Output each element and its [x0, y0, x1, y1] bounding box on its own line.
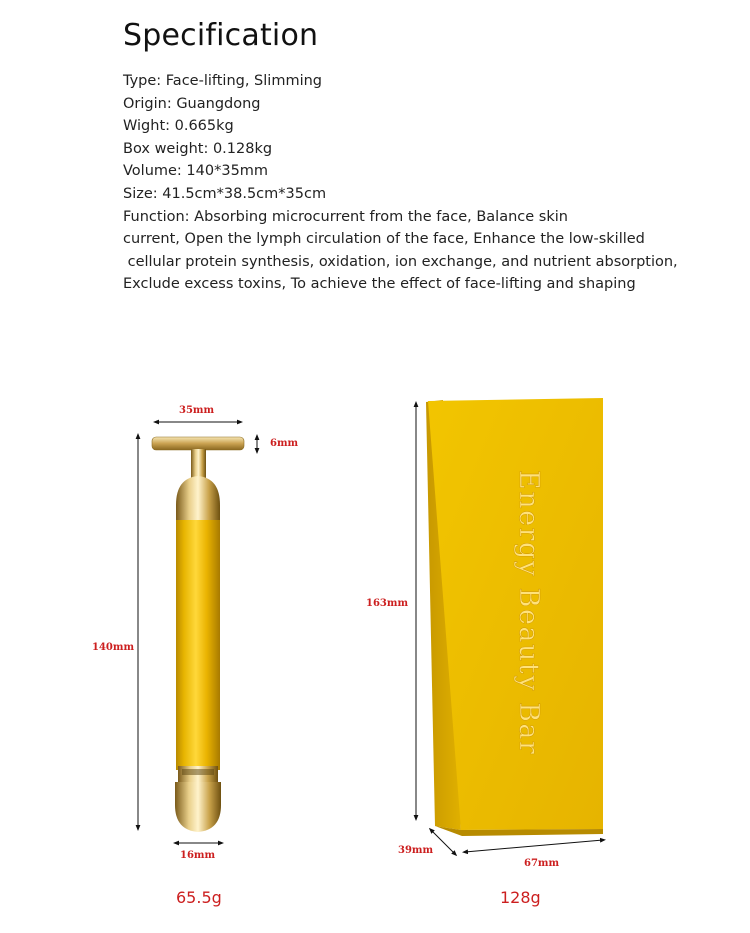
- bar-top-cap: [176, 476, 220, 522]
- spec-box-weight: Box weight: 0.128kg: [123, 140, 273, 157]
- bar-base-label: 16mm: [180, 850, 216, 861]
- page-title: Specification: [123, 18, 319, 53]
- spec-function-4: Exclude excess toxins, To achieve the effect of face-lifting and shaping: [123, 276, 636, 293]
- bar-height-label: 140mm: [92, 642, 135, 653]
- box-depth-label: 39mm: [398, 845, 434, 856]
- box-height-label: 163mm: [366, 598, 409, 609]
- box-brand-text: Energy Beauty Bar: [513, 470, 544, 756]
- spec-size: Size: 41.5cm*38.5cm*35cm: [123, 185, 327, 202]
- bar-head-label: 6mm: [270, 438, 299, 449]
- box-width-line: [465, 840, 603, 852]
- spec-volume: Volume: 140*35mm: [123, 163, 269, 180]
- beauty-bar: [152, 437, 244, 832]
- bar-weight: 65.5g: [176, 888, 222, 907]
- box-weight: 128g: [500, 888, 541, 907]
- spec-type: Type: Face-lifting, Slimming: [123, 73, 322, 89]
- spec-function-2: current, Open the lymph circulation of the face, Enhance the low-skilled: [123, 231, 645, 248]
- spec-weight: Wight: 0.665kg: [123, 118, 234, 135]
- box-depth-line: [431, 830, 455, 854]
- box-width-label: 67mm: [524, 858, 560, 869]
- bar-body: [176, 520, 220, 770]
- spec-origin: Origin: Guangdong: [123, 95, 261, 112]
- bar-bottom-cap: [175, 782, 221, 832]
- bar-width-label: 35mm: [179, 405, 215, 416]
- spec-function-3: cellular protein synthesis, oxidation, ion exchange, and nutrient absorption,: [123, 253, 678, 270]
- spec-function-1: Function: Absorbing microcurrent from the face, Balance skin: [123, 208, 568, 225]
- bar-t-head: [152, 437, 244, 450]
